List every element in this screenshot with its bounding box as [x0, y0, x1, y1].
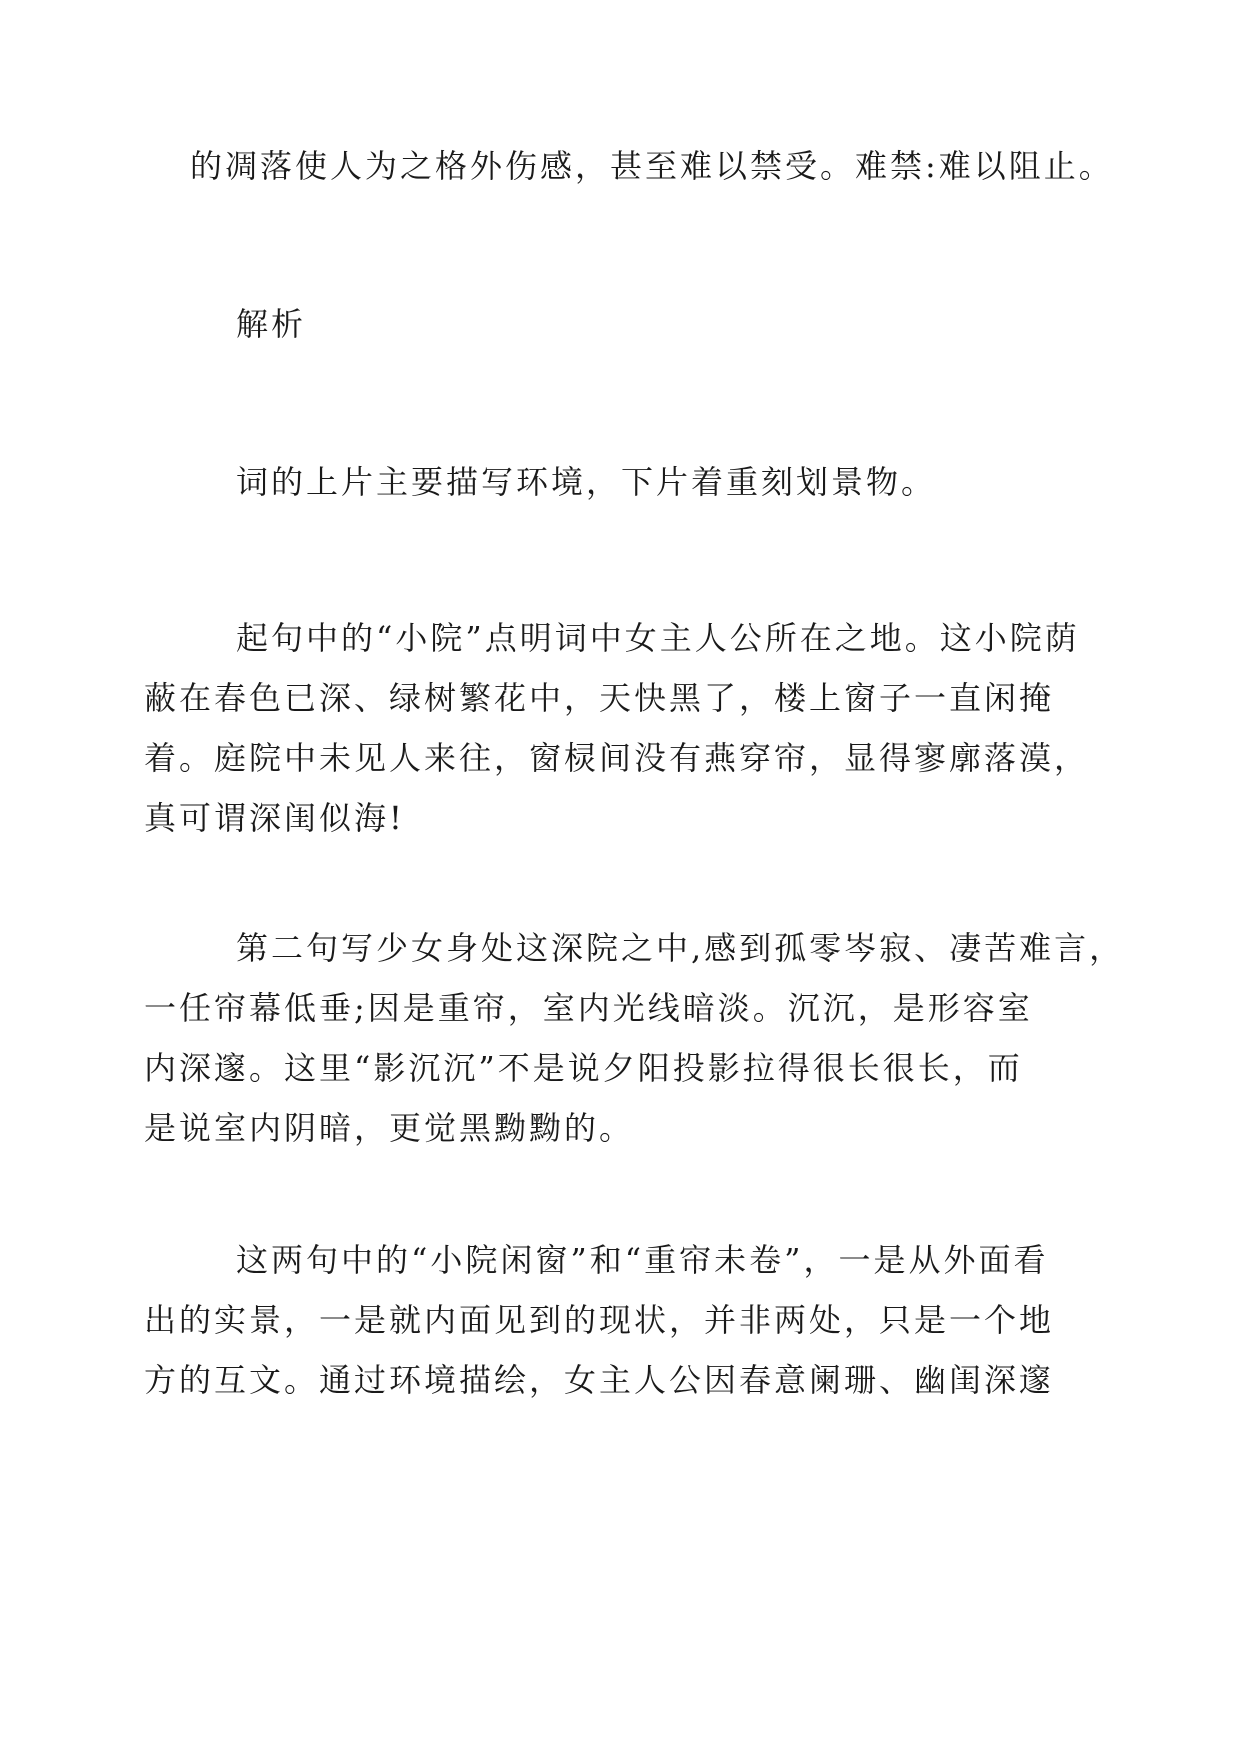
paragraph-line: 一任帘幕低垂;因是重帘，室内光线暗淡。沉沉，是形容室: [144, 989, 1033, 1027]
paragraph-line: 词的上片主要描写环境，下片着重刻划景物。: [236, 463, 937, 501]
paragraph-line: 出的实景，一是就内面见到的现状，并非两处，只是一个地: [144, 1301, 1055, 1339]
paragraph-line: 是说室内阴暗，更觉黑黝黝的。: [144, 1109, 635, 1147]
paragraph-continuation: [190, 136, 1114, 196]
paragraph-first-line-analysis: [144, 608, 1090, 848]
paragraph-second-line-analysis: [144, 918, 1125, 1158]
paragraph-line: 蔽在春色已深、绿树繁花中，天快黑了，楼上窗子一直闲掩: [144, 679, 1055, 717]
paragraph-overview: [190, 452, 1056, 512]
paragraph-line: 方的互文。通过环境描绘，女主人公因春意阑珊、幽闺深邃: [144, 1361, 1055, 1399]
section-heading-analysis: [190, 294, 1056, 354]
paragraph-two-lines-analysis: [144, 1230, 1056, 1410]
paragraph-line: 这两句中的“小院闲窗”和“重帘未卷”，一是从外面看: [236, 1241, 1049, 1279]
paragraph-line: 起句中的“小院”点明词中女主人公所在之地。这小院荫: [236, 619, 1080, 657]
paragraph-line: 第二句写少女身处这深院之中,感到孤零岑寂、凄苦难言，: [236, 929, 1125, 967]
paragraph-line: 的凋落使人为之格外伤感，甚至难以禁受。难禁:难以阻止。: [190, 147, 1114, 185]
paragraph-line: 着。庭院中未见人来往，窗棂间没有燕穿帘，显得寥廓落漠，: [144, 739, 1090, 777]
paragraph-line: 内深邃。这里“影沉沉”不是说夕阳投影拉得很长很长，而: [144, 1049, 1023, 1087]
heading-text: 解析: [236, 305, 307, 343]
paragraph-line: 真可谓深闺似海!: [144, 799, 405, 837]
